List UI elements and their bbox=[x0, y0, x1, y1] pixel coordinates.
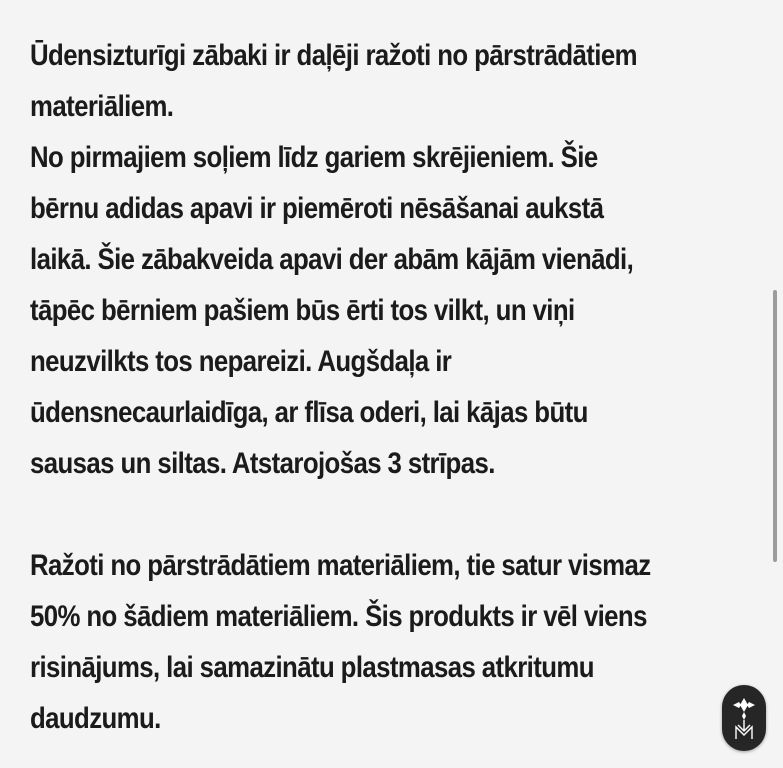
description-paragraph-1: Ūdensizturīgi zābaki ir daļēji ražoti no pārstrādātiem materiāliem. bbox=[30, 39, 637, 123]
scrollbar-thumb[interactable] bbox=[773, 290, 777, 562]
description-paragraph-2: No pirmajiem soļiem līdz gariem skrējieniem. Šie bērnu adidas apavi ir piemēroti nēsāšanai aukstā laikā. Šie zābakveida apavi der abām kājām vienādi, tāpēc bērniem pašiem būs ērti tos vilkt, un viņi neuzvilkts tos nepareizi. Augšdaļa ir ūdensnecaurlaidīga, ar flīsa oderi, lai kājas būtu sausas un siltas. Atstarojošas 3 strīpas. bbox=[30, 141, 634, 480]
description-paragraph-3: Ražoti no pārstrādātiem materiāliem, tie satur vismaz 50% no šādiem materiāliem. Šis produkts ir vēl viens risinājums, lai samazinātu plastmasas atkritumu daudzumu. bbox=[30, 549, 651, 735]
paragraph-spacer bbox=[30, 489, 662, 540]
floating-action-button[interactable] bbox=[722, 685, 766, 751]
diamond-monogram-icon bbox=[722, 685, 766, 751]
product-description bbox=[30, 30, 662, 744]
